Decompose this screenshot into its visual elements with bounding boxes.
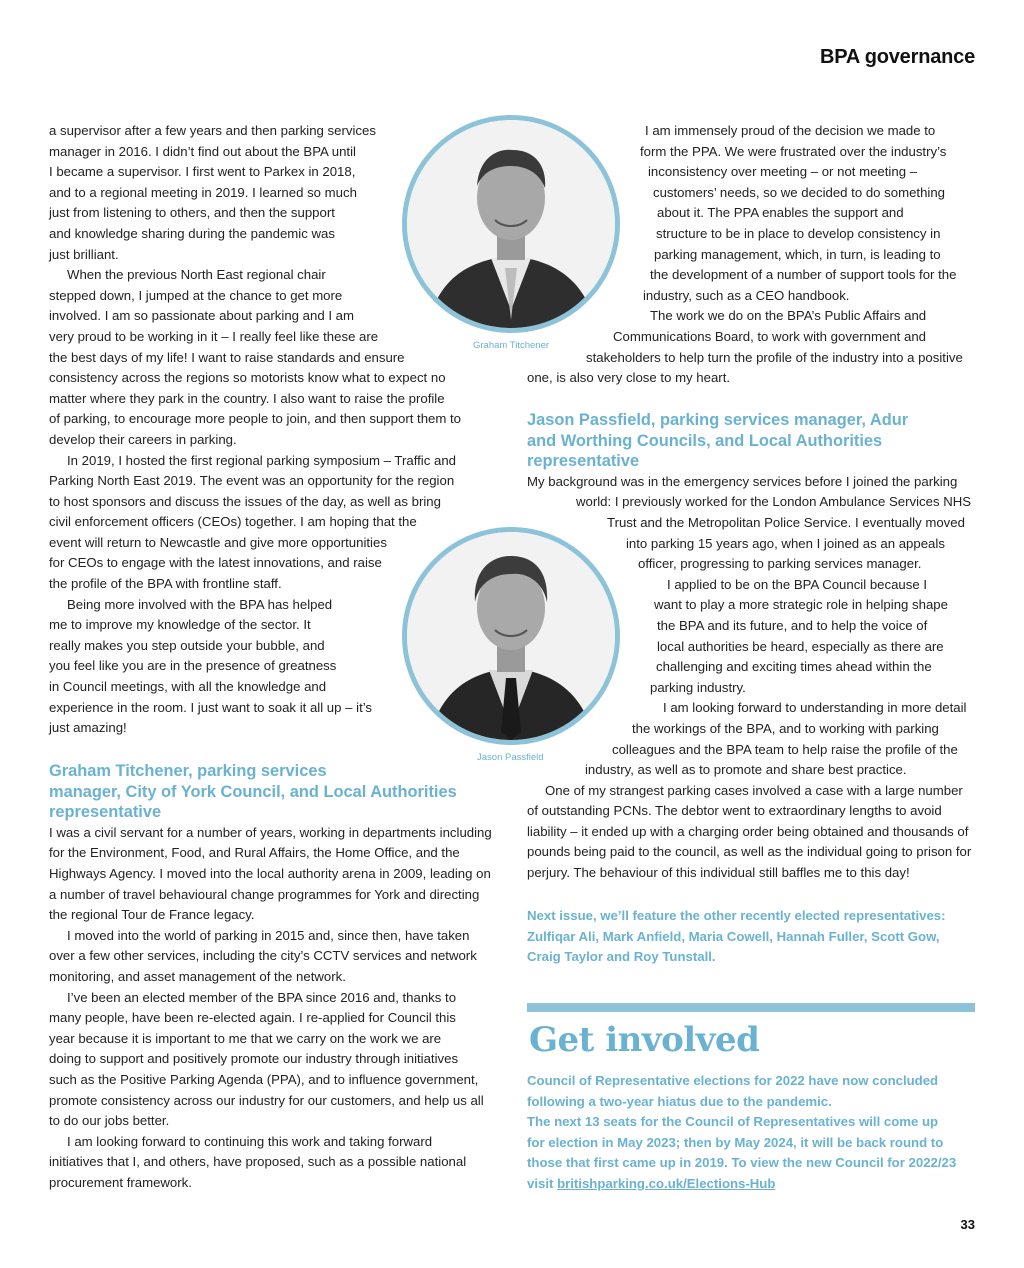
text-line: to host sponsors and discuss the issues of the day, as well as bring [49, 493, 441, 509]
text-line: the development of a number of support tools for the [650, 267, 957, 283]
text-line: event will return to Newcastle and give more opportunities [49, 534, 387, 550]
text-line: parking management, which, in turn, is leading to [654, 246, 941, 262]
text-line: One of my strangest parking cases involved a case with a large number [545, 782, 963, 798]
text-line: Parking North East 2019. The event was an opportunity for the region [49, 473, 455, 489]
text-line: one, is also very close to my heart. [527, 370, 731, 386]
text-line: following a two-year hiatus due to the pandemic. [527, 1093, 832, 1109]
text-line: involved. I am so passionate about parking and I am [49, 308, 354, 324]
text-line: a number of travel behavioural change programmes for York and directing [49, 886, 480, 902]
text-line: When the previous North East regional chair [67, 267, 326, 283]
text-line: those that first came up in 2019. To view the new Council for 2022/23 [527, 1155, 957, 1171]
text-line: pounds being paid to the council, as well as the individual going to prison for [527, 844, 972, 860]
text-line: structure to be in place to develop consistency in [656, 225, 941, 241]
text-line: initiatives that I, and others, have proposed, such as a possible national [49, 1154, 467, 1170]
text-line: into parking 15 years ago, when I joined as an appeals [626, 535, 945, 551]
text-line: about it. The PPA enables the support and [657, 205, 904, 221]
text-line: I moved into the world of parking in 2015 and, since then, have taken [67, 927, 470, 943]
left-column-intro [49, 121, 461, 739]
text-line: Craig Taylor and Roy Tunstall. [527, 949, 716, 965]
text-line: me to improve my knowledge of the sector. It [49, 617, 311, 633]
text-line: of outstanding PCNs. The debtor went to extraordinary lengths to avoid [527, 803, 942, 819]
elections-hub-link[interactable]: britishparking.co.uk/Elections-Hub [557, 1175, 776, 1191]
text-line: In 2019, I hosted the first regional parking symposium – Traffic and [67, 452, 456, 468]
text-line: really makes you step outside your bubble, and [49, 637, 325, 653]
text-line: inconsistency over meeting – or not meeting – [648, 164, 918, 180]
text-line: and to a regional meeting in 2019. I learned so much [49, 184, 357, 200]
text-line: industry, such as a CEO handbook. [643, 287, 850, 303]
get-involved-title: Get involved [529, 1020, 760, 1060]
visit-prefix: visit [527, 1175, 558, 1191]
text-line: The next 13 seats for the Council of Representatives will come up [527, 1114, 939, 1130]
graham-portrait [402, 115, 620, 333]
text-line: year because it is important to me that we carry on the work we are [49, 1030, 442, 1046]
text-line: I’ve been an elected member of the BPA since 2016 and, thanks to [67, 989, 457, 1005]
jason-portrait [402, 527, 620, 745]
text-line: the profile of the BPA with frontline staff. [49, 576, 282, 592]
text-line: the regional Tour de France legacy. [49, 907, 255, 923]
person-photo-icon [407, 120, 615, 328]
text-line: liability – it ended up with a charging order being obtained and thousands of [527, 823, 969, 839]
text-line: you feel like you are in the presence of greatness [49, 658, 337, 674]
text-line: My background was in the emergency services before I joined the parking [527, 473, 958, 489]
section-title: BPA governance [819, 46, 975, 68]
text-line: world: I previously worked for the London Ambulance Services NHS [576, 494, 972, 510]
text-line: of parking, to encourage more people to join, and then support them to [49, 411, 462, 427]
person-photo-icon [407, 532, 615, 740]
text-line: Zulfiqar Ali, Mark Anfield, Maria Cowell, Hannah Fuller, Scott Gow, [527, 928, 940, 944]
text-line: civil enforcement officers (CEOs) together. I am hoping that the [49, 514, 417, 530]
text-line: the BPA and its future, and to help the voice of [657, 617, 928, 633]
text-line: Highways Agency. I moved into the local authority arena in 2009, leading on [49, 865, 491, 881]
text-line: to do our jobs better. [49, 1113, 170, 1129]
text-line: just brilliant. [49, 246, 119, 262]
text-line: Being more involved with the BPA has helped [67, 596, 333, 612]
page-number: 33 [960, 1217, 975, 1232]
text-line: monitoring, and asset management of the network. [49, 968, 346, 984]
graham-caption: Graham Titchener [473, 340, 550, 351]
text-line: for CEOs to engage with the latest innovations, and raise [49, 555, 382, 571]
text-line: officer, progressing to parking services manager. [638, 556, 922, 572]
text-line: local authorities be heard, especially as there are [657, 638, 944, 654]
text-line: a supervisor after a few years and then parking services [49, 123, 376, 138]
text-line: the best days of my life! I want to raise standards and ensure [49, 349, 405, 365]
text-line: procurement framework. [49, 1174, 192, 1190]
text-line: stakeholders to help turn the profile of the industry into a positive [586, 349, 963, 365]
text-line: customers’ needs, so we decided to do something [653, 184, 945, 200]
text-line: perjury. The behaviour of this individual still baffles me to this day! [527, 865, 910, 881]
text-line: develop their careers in parking. [49, 431, 237, 447]
text-line: manager in 2016. I didn’t find out about the BPA until [49, 143, 356, 159]
text-line: very proud to be working in it – I really feel like these are [49, 328, 379, 344]
text-line: for election in May 2023; then by May 2024, it will be back round to [527, 1134, 944, 1150]
text-line: form the PPA. We were frustrated over the industry’s [640, 143, 947, 159]
text-line: just amazing! [49, 720, 127, 736]
text-line: and knowledge sharing during the pandemic was [49, 225, 335, 241]
text-line: Communications Board, to work with government and [613, 328, 926, 344]
text-line: for the Environment, Food, and Rural Affairs, the Home Office, and the [49, 845, 460, 861]
text-line: parking industry. [650, 679, 746, 695]
text-line: I am looking forward to continuing this work and taking forward [67, 1133, 433, 1149]
text-line: consistency across the regions so motorists know what to expect no [49, 370, 446, 386]
text-line: in Council meetings, with all the knowledge and [49, 679, 327, 695]
jason-caption: Jason Passfield [477, 752, 544, 763]
text-line: I was a civil servant for a number of years, working in departments including [49, 824, 492, 840]
text-line: such as the Positive Parking Agenda (PPA), and to influence government, [49, 1071, 479, 1087]
get-involved-divider [527, 1003, 975, 1012]
get-involved-body [527, 1071, 956, 1195]
text-line: the workings of the BPA, and to working with parking [632, 720, 939, 736]
text-line: want to play a more strategic role in helping shape [654, 597, 948, 613]
text-line: The work we do on the BPA’s Public Affairs and [650, 308, 927, 324]
jason-heading: Jason Passfield, parking services manager, Adur and Worthing Councils, and Local Authorities representative [527, 411, 909, 471]
text-line: promote consistency across our industry for our customers, and help us all [49, 1092, 484, 1108]
left-column-graham-section [49, 761, 492, 1193]
text-line: experience in the room. I just want to soak it all up – it’s [49, 699, 373, 715]
text-line: I became a supervisor. I first went to Parkex in 2018, [49, 164, 356, 180]
text-line: Next issue, we’ll feature the other recently elected representatives: [527, 908, 946, 923]
text-line: many people, have been re-elected again. I re-applied for Council this [49, 1010, 456, 1026]
text-line: matter where they park in the country. I also want to raise the profile [49, 390, 445, 406]
text-line: industry, as well as to promote and share best practice. [585, 762, 907, 778]
text-line: stepped down, I jumped at the chance to get more [49, 287, 343, 303]
text-line: over a few other services, including the city’s CCTV services and network [49, 948, 477, 964]
text-line: just from listening to others, and then the support [49, 205, 335, 221]
next-issue-note [527, 906, 946, 968]
text-line: colleagues and the BPA team to help raise the profile of the [612, 741, 958, 757]
text-line: I applied to be on the BPA Council because I [667, 576, 928, 592]
text-line [527, 1174, 956, 1195]
text-line: Council of Representative elections for 2022 have now concluded [527, 1073, 939, 1088]
text-line: I am looking forward to understanding in more detail [663, 700, 967, 716]
graham-heading: Graham Titchener, parking services manager, City of York Council, and Local Authorities representative [49, 762, 457, 822]
text-line: Trust and the Metropolitan Police Service. I eventually moved [607, 514, 965, 530]
text-line: challenging and exciting times ahead within the [656, 659, 932, 675]
text-line: doing to support and positively promote our industry through initiatives [49, 1051, 459, 1067]
text-line: I am immensely proud of the decision we made to [645, 123, 936, 138]
